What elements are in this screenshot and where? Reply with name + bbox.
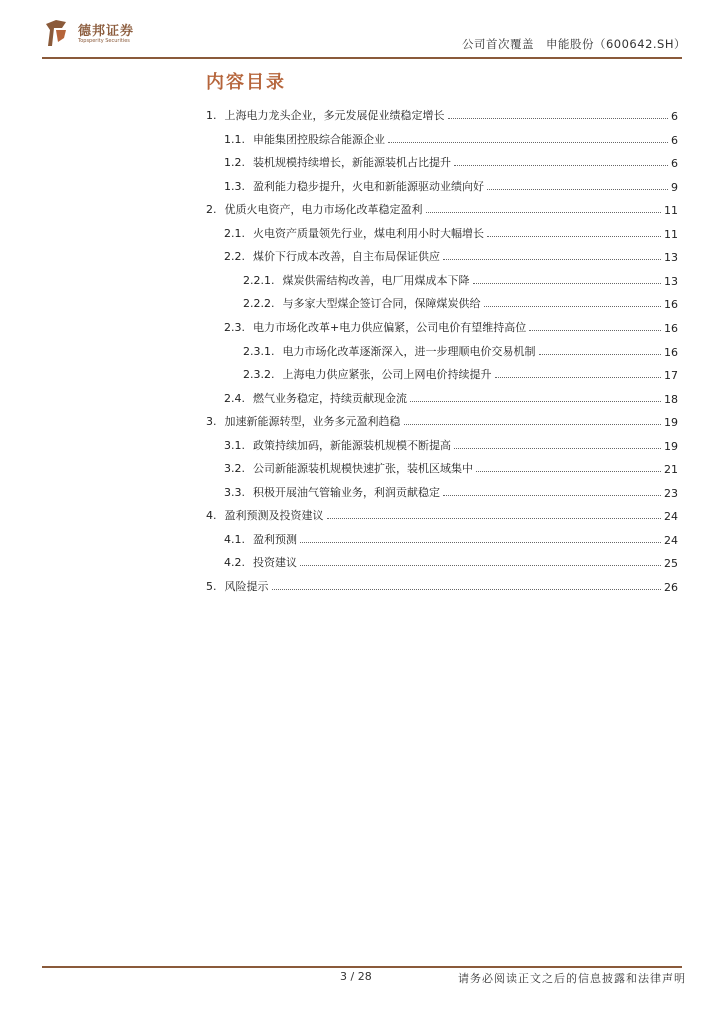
toc-leader-dots (443, 495, 661, 496)
toc-entry-label (224, 460, 473, 476)
toc-entry-page: 19 (664, 416, 678, 429)
toc-entry-page: 17 (664, 369, 678, 382)
toc-entry-number: 2.3.2. (243, 368, 275, 381)
toc-entry-number: 4. (206, 509, 217, 522)
toc-entry-text: 申能集团控股综合能源企业 (253, 133, 385, 146)
toc-entry-page: 9 (671, 181, 678, 194)
header-report-info (462, 36, 686, 52)
toc-leader-dots (448, 118, 669, 119)
toc-leader-dots (454, 448, 661, 449)
toc-entry-label (206, 201, 423, 217)
toc-entry-label (206, 507, 324, 523)
toc-entry-number: 1.1. (224, 133, 245, 146)
toc-entry-text: 燃气业务稳定，持续贡献现金流 (253, 392, 407, 405)
toc-entry[interactable] (224, 480, 678, 500)
toc-leader-dots (487, 236, 661, 237)
toc-entry-page: 21 (664, 463, 678, 476)
toc-leader-dots (426, 212, 662, 213)
toc-entry-page: 24 (664, 510, 678, 523)
toc-title: 内容目录 (206, 72, 286, 93)
toc-entry-number: 2. (206, 203, 217, 216)
toc-leader-dots (410, 401, 661, 402)
toc-entry[interactable] (206, 103, 678, 123)
toc-entry-text: 上海电力龙头企业，多元发展促业绩稳定增长 (224, 109, 445, 122)
toc-entry-page: 6 (671, 157, 678, 170)
logo-text-en: Topsperity Securities (78, 38, 130, 44)
toc-entry[interactable] (224, 315, 678, 335)
toc-entry-text: 投资建议 (253, 556, 297, 569)
toc-entry-label (224, 225, 484, 241)
toc-entry-label (206, 107, 445, 123)
toc-entry-page: 19 (664, 440, 678, 453)
toc-entry-label (224, 437, 451, 453)
toc-entry-label (224, 319, 526, 335)
page-indicator: 3 / 28 (340, 970, 372, 983)
toc-entry-number: 3.3. (224, 486, 245, 499)
toc-entry-text: 火电资产质量领先行业，煤电利用小时大幅增长 (253, 227, 484, 240)
toc-entry-page: 16 (664, 298, 678, 311)
toc-leader-dots (443, 259, 661, 260)
toc-entry[interactable] (224, 127, 678, 147)
toc-leader-dots (454, 165, 668, 166)
toc-entry-number: 4.1. (224, 533, 245, 546)
toc-entry-number: 4.2. (224, 556, 245, 569)
report-type: 公司首次覆盖 (461, 37, 534, 51)
toc-entry-label (224, 248, 440, 264)
toc-entry-text: 盈利预测及投资建议 (224, 509, 324, 522)
toc-leader-dots (272, 589, 662, 590)
toc-entry-text: 加速新能源转型，业务多元盈利趋稳 (224, 415, 401, 428)
toc-leader-dots (404, 424, 662, 425)
toc-entry-text: 电力市场化改革逐渐深入，进一步理顺电价交易机制 (282, 345, 536, 358)
toc-entry-label (243, 272, 470, 288)
toc-entry-label (243, 366, 492, 382)
toc-entry-page: 6 (671, 134, 678, 147)
toc-entry[interactable] (243, 268, 678, 288)
toc-entry-number: 2.2. (224, 250, 245, 263)
toc-entry[interactable] (224, 550, 678, 570)
toc-entry-text: 上海电力供应紧张，公司上网电价持续提升 (282, 368, 492, 381)
toc-entry-number: 5. (206, 580, 217, 593)
toc-leader-dots (495, 377, 662, 378)
toc-entry-text: 风险提示 (224, 580, 269, 593)
toc-entry-label (224, 178, 484, 194)
toc-entry-page: 18 (664, 393, 678, 406)
toc-entry-page: 6 (671, 110, 678, 123)
toc-leader-dots (539, 354, 662, 355)
toc-entry[interactable] (224, 456, 678, 476)
toc-entry[interactable] (224, 386, 678, 406)
toc-entry-page: 16 (664, 346, 678, 359)
toc-entry-number: 2.3.1. (243, 345, 275, 358)
toc-entry-page: 11 (664, 204, 678, 217)
footer-disclaimer: 请务必阅读正文之后的信息披露和法律声明 (458, 972, 686, 985)
toc-entry-number: 2.4. (224, 392, 245, 405)
toc-entry-page: 16 (664, 322, 678, 335)
toc-entry-number: 1.2. (224, 156, 245, 169)
toc-entry[interactable] (243, 291, 678, 311)
toc-entry-number: 2.1. (224, 227, 245, 240)
logo-text-cn: 德邦证券 (78, 24, 135, 39)
toc-entry-text: 优质火电资产，电力市场化改革稳定盈利 (224, 203, 423, 216)
toc-leader-dots (473, 283, 662, 284)
toc-entry-label (224, 131, 385, 147)
toc-entry-text: 积极开展油气管输业务，利润贡献稳定 (253, 486, 440, 499)
toc-entry-label (224, 531, 297, 547)
toc-entry-text: 装机规模持续增长，新能源装机占比提升 (253, 156, 451, 169)
toc-entry-text: 煤价下行成本改善，自主布局保证供应 (253, 250, 440, 263)
toc-entry-label (224, 154, 451, 170)
toc-entry-number: 1. (206, 109, 217, 122)
toc-entry-number: 1.3. (224, 180, 245, 193)
toc-leader-dots (327, 518, 662, 519)
toc-entry[interactable] (224, 433, 678, 453)
toc-leader-dots (300, 542, 661, 543)
toc-leader-dots (300, 565, 661, 566)
toc-entry-label (224, 390, 407, 406)
toc-entry[interactable] (224, 221, 678, 241)
toc-entry[interactable] (224, 150, 678, 170)
page-header (0, 0, 724, 62)
toc-entry[interactable] (243, 362, 678, 382)
company-logo (42, 16, 142, 50)
toc-entry-number: 2.2.2. (243, 297, 275, 310)
toc-entry-number: 3. (206, 415, 217, 428)
company-name: 申能股份（600642.SH） (545, 37, 686, 51)
toc-entry-label (206, 413, 401, 429)
toc-entry-label (206, 578, 269, 594)
toc-entry-page: 11 (664, 228, 678, 241)
toc-entry-text: 电力市场化改革+电力供应偏紧，公司电价有望维持高位 (253, 321, 527, 334)
toc-entry-number: 3.1. (224, 439, 245, 452)
toc-leader-dots (484, 306, 662, 307)
toc-entry-number: 2.3. (224, 321, 245, 334)
toc-entry-page: 24 (664, 534, 678, 547)
toc-entry[interactable] (224, 244, 678, 264)
toc-entry-label (224, 554, 297, 570)
toc-entry-text: 公司新能源装机规模快速扩张，装机区域集中 (253, 462, 473, 475)
toc-entry-text: 盈利能力稳步提升，火电和新能源驱动业绩向好 (253, 180, 484, 193)
toc-entry[interactable] (206, 574, 678, 594)
toc-entry-text: 政策持续加码，新能源装机规模不断提高 (253, 439, 451, 452)
toc-leader-dots (388, 142, 668, 143)
toc-entry[interactable] (224, 527, 678, 547)
toc-entry-label (243, 343, 536, 359)
toc-entry[interactable] (224, 174, 678, 194)
toc-entry-page: 13 (664, 251, 678, 264)
toc-leader-dots (487, 189, 668, 190)
toc-entry-text: 与多家大型煤企签订合同，保障煤炭供给 (282, 297, 481, 310)
toc-entry[interactable] (243, 339, 678, 359)
toc-entry-page: 26 (664, 581, 678, 594)
header-divider (42, 57, 682, 59)
toc-entry-label (243, 295, 481, 311)
toc-entry-page: 23 (664, 487, 678, 500)
toc-leader-dots (476, 471, 661, 472)
toc-entry-page: 13 (664, 275, 678, 288)
footer-divider (42, 966, 682, 968)
toc-entry[interactable] (206, 409, 678, 429)
toc-entry[interactable] (206, 503, 678, 523)
toc-entry-label (224, 484, 440, 500)
toc-entry-page: 25 (664, 557, 678, 570)
toc-entry-number: 3.2. (224, 462, 245, 475)
toc-leader-dots (529, 330, 661, 331)
logo-mark-icon (42, 16, 72, 50)
toc-entry-text: 盈利预测 (253, 533, 297, 546)
toc-entry-number: 2.2.1. (243, 274, 275, 287)
toc-entry[interactable] (206, 197, 678, 217)
toc-entry-text: 煤炭供需结构改善，电厂用煤成本下降 (282, 274, 470, 287)
